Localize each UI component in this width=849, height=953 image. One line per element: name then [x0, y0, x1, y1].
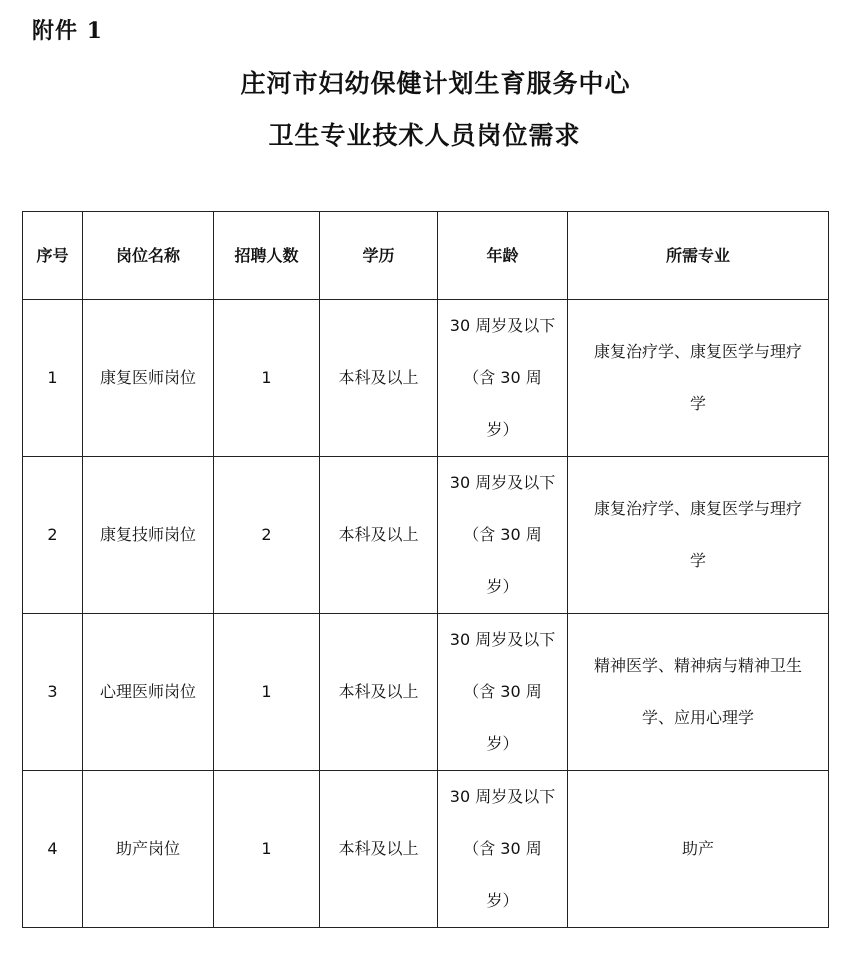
major-line: 学、应用心理学 [641, 708, 754, 727]
table-row [23, 771, 829, 928]
attachment-label: 附件 1 [32, 18, 103, 44]
major-line: 康复治疗学、康复医学与理疗 [593, 499, 802, 518]
cell-position: 助产岗位 [83, 771, 214, 928]
header-position: 岗位名称 [83, 212, 214, 300]
cell-major [568, 300, 829, 457]
cell-no: 4 [23, 771, 83, 928]
age-line: （含 30 周 [463, 839, 542, 858]
cell-count: 2 [214, 457, 320, 614]
cell-count: 1 [214, 614, 320, 771]
cell-no: 2 [23, 457, 83, 614]
header-count: 招聘人数 [214, 212, 320, 300]
cell-count: 1 [214, 300, 320, 457]
header-major: 所需专业 [568, 212, 829, 300]
table-header-row [23, 212, 829, 300]
age-line: 岁） [486, 734, 519, 753]
cell-education: 本科及以上 [320, 300, 438, 457]
cell-count: 1 [214, 771, 320, 928]
major-line: 学 [689, 551, 706, 570]
cell-age [438, 457, 568, 614]
cell-age [438, 300, 568, 457]
header-education: 学历 [320, 212, 438, 300]
cell-no: 1 [23, 300, 83, 457]
major-line: 助产 [681, 839, 714, 858]
age-line: 30 周岁及以下 [449, 630, 556, 649]
age-line: （含 30 周 [463, 368, 542, 387]
age-line: （含 30 周 [463, 525, 542, 544]
table-row [23, 300, 829, 457]
age-line: 岁） [486, 577, 519, 596]
major-line: 学 [689, 394, 706, 413]
document-title: 庄河市妇幼保健计划生育服务中心 [240, 69, 631, 98]
major-line: 精神医学、精神病与精神卫生 [593, 656, 802, 675]
age-line: 30 周岁及以下 [449, 473, 556, 492]
cell-education: 本科及以上 [320, 771, 438, 928]
cell-major [568, 457, 829, 614]
cell-position: 康复医师岗位 [83, 300, 214, 457]
cell-major [568, 614, 829, 771]
cell-major [568, 771, 829, 928]
cell-no: 3 [23, 614, 83, 771]
age-line: 30 周岁及以下 [449, 316, 556, 335]
cell-position: 康复技师岗位 [83, 457, 214, 614]
table-row [23, 614, 829, 771]
age-line: （含 30 周 [463, 682, 542, 701]
cell-age [438, 771, 568, 928]
age-line: 岁） [486, 420, 519, 439]
header-no: 序号 [23, 212, 83, 300]
cell-age [438, 614, 568, 771]
age-line: 岁） [486, 891, 519, 910]
age-line: 30 周岁及以下 [449, 787, 556, 806]
major-line: 康复治疗学、康复医学与理疗 [593, 342, 802, 361]
header-age: 年龄 [438, 212, 568, 300]
table-row [23, 457, 829, 614]
cell-education: 本科及以上 [320, 457, 438, 614]
document-subtitle: 卫生专业技术人员岗位需求 [268, 121, 581, 150]
position-requirements-table [22, 211, 829, 928]
cell-education: 本科及以上 [320, 614, 438, 771]
cell-position: 心理医师岗位 [83, 614, 214, 771]
